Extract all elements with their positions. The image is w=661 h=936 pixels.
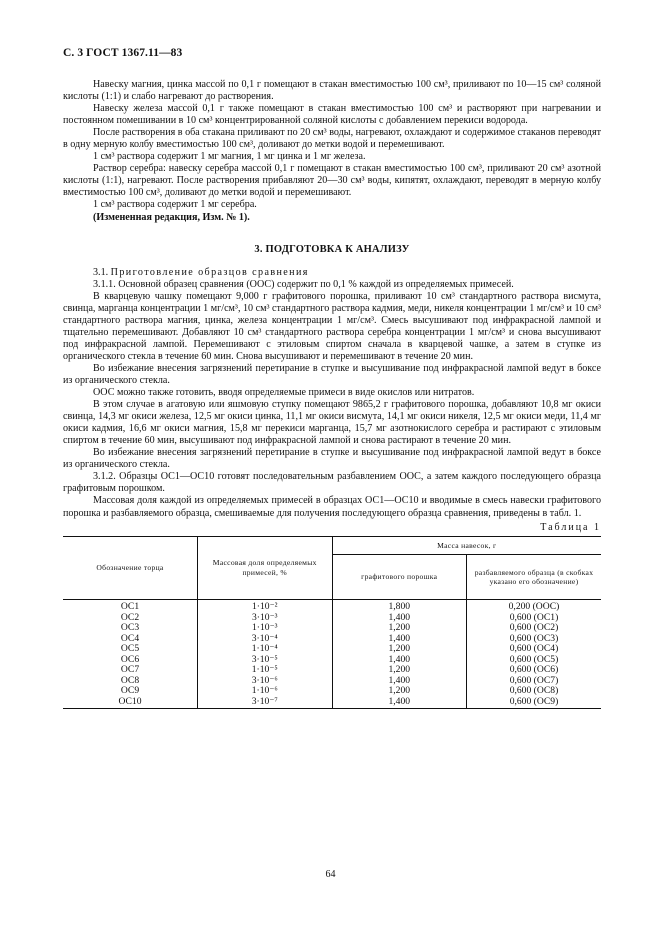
cell-designation: ОС8 bbox=[63, 676, 198, 687]
samples-table bbox=[63, 536, 601, 710]
paragraph: После растворения в оба стакана приливают по 20 см³ воды, нагревают, охлаждают и содержимое стаканов переводят в одну мерную колбу вместимостью 100 см³, доливают до метки водой и перемешивают. bbox=[63, 127, 601, 151]
cell-mass-fraction: 1·10⁻⁵ bbox=[198, 665, 333, 676]
table-caption: Таблица 1 bbox=[540, 521, 601, 533]
cell-designation: ОС2 bbox=[63, 613, 198, 624]
paragraph: Навеску железа массой 0,1 г также помещают в стакан вместимостью 100 см³ и растворяют при нагревании и постоянном помешивании в 10 см³ концентрированной соляной кислоты с добавлением перекиси водорода. bbox=[63, 103, 601, 127]
cell-sample-mass: 0,600 (ОС4) bbox=[509, 643, 559, 655]
subsection-number: 3.1. bbox=[93, 266, 109, 278]
cell-designation: ОС5 bbox=[63, 644, 198, 655]
paragraph: 1 см³ раствора содержит 1 мг магния, 1 мг цинка и 1 мг железа. bbox=[93, 151, 366, 163]
cell-mass-fraction: 3·10⁻⁴ bbox=[198, 634, 333, 645]
cell-designation: ОС7 bbox=[63, 665, 198, 676]
paragraph: Навеску магния, цинка массой по 0,1 г помещают в стакан вместимостью 100 см³, приливают по 10—15 см³ соляной кислоты (1:1) и слабо нагревают до растворения. bbox=[63, 79, 601, 103]
cell-graphite-mass: 1,400 bbox=[332, 613, 467, 624]
col-header-graphite: графитового порошка bbox=[332, 555, 467, 600]
cell-mass-fraction: 1·10⁻⁶ bbox=[198, 686, 333, 697]
subsection-title: Приготовление образцов сравнения bbox=[110, 266, 309, 278]
paragraph: Во избежание внесения загрязнений перетирание в ступке и высушивание под инфракрасной лампой ведут в боксе из органического стекла. bbox=[63, 362, 601, 386]
cell-designation: ОС9 bbox=[63, 686, 198, 697]
cell-sample-mass: 0,200 (ООС) bbox=[508, 601, 560, 613]
paragraph: ООС можно также готовить, вводя определяемые примеси в виде окислов или нитратов. bbox=[93, 387, 475, 399]
cell-mass-fraction: 1·10⁻² bbox=[198, 600, 333, 613]
cell-mass-fraction: 1·10⁻⁴ bbox=[198, 644, 333, 655]
cell-sample-mass: 0,600 (ОС7) bbox=[509, 674, 559, 686]
paragraph: Во избежание внесения загрязнений перетирание в ступке и высушивание под инфракрасной лампой ведут в боксе из органического стекла. bbox=[63, 447, 601, 471]
section-title: 3. ПОДГОТОВКА К АНАЛИЗУ bbox=[254, 243, 410, 255]
cell-sample-mass: 0,600 (ОС5) bbox=[509, 653, 559, 665]
paragraph: Раствор серебра: навеску серебра массой 0,1 г помещают в стакан вместимостью 100 см³, приливают 20 см³ азотной кислоты (1:1), нагревают. После растворения прибавляют 20—30 см³ воды, кипятят, охлаждают, переводят в мерную колбу вместимостью 100 см³, доливают до метки водой и перемешивают. bbox=[63, 163, 601, 199]
cell-sample-mass: 0,600 (ОС8) bbox=[509, 685, 559, 697]
table-row bbox=[63, 697, 601, 709]
cell-mass-fraction: 3·10⁻³ bbox=[198, 613, 333, 624]
cell-mass-fraction: 3·10⁻⁷ bbox=[198, 697, 333, 709]
top-paragraphs bbox=[63, 79, 601, 224]
paragraph: 3.1.1. Основной образец сравнения (ООС) содержит по 0,1 % каждой из определяемых примесей. bbox=[93, 278, 514, 290]
table-row bbox=[63, 600, 601, 613]
cell-graphite-mass: 1,400 bbox=[332, 676, 467, 687]
paragraph: Массовая доля каждой из определяемых примесей в образцах ОС1—ОС10 и вводимые в смесь навески графитового порошка и разбавляемого образца, смешиваемые для получения последующего образца сравнения, приведены в табл. 1. bbox=[63, 495, 601, 519]
cell-sample-mass: 0,600 (ОС1) bbox=[509, 611, 559, 623]
cell-graphite-mass: 1,200 bbox=[332, 644, 467, 655]
col-header-designation: Обозначение торца bbox=[63, 536, 198, 600]
document-page bbox=[63, 47, 601, 709]
cell-graphite-mass: 1,400 bbox=[332, 697, 467, 709]
cell-graphite-mass: 1,200 bbox=[332, 665, 467, 676]
cell-graphite-mass: 1,800 bbox=[332, 600, 467, 613]
table-row bbox=[63, 644, 601, 655]
cell-sample-mass: 0,600 (ОС6) bbox=[509, 664, 559, 676]
cell-graphite-mass: 1,400 bbox=[332, 655, 467, 666]
cell-sample-mass: 0,600 (ОС9) bbox=[509, 695, 559, 707]
cell-designation: ОС6 bbox=[63, 655, 198, 666]
cell-graphite-mass: 1,200 bbox=[332, 686, 467, 697]
cell-mass-fraction: 3·10⁻⁶ bbox=[198, 676, 333, 687]
cell-graphite-mass: 1,200 bbox=[332, 623, 467, 634]
cell-designation: ОС10 bbox=[63, 697, 198, 709]
cell-designation: ОС4 bbox=[63, 634, 198, 645]
paragraph: В этом случае в агатовую или яшмовую ступку помещают 9865,2 г графитового порошка, добавляют 10,8 мг окиси свинца, 14,3 мг окиси железа, 12,5 мг окиси цинка, 11,1 мг окиси висмута, 14,1 мг окиси никеля, 12,5 мг окиси меди, 11,4 мг окиси кадмия, 16,6 мг окиси магния, 15,8 мг перекиси марганца, 15,7 мг азотнокислого серебра и растирают с этиловым спиртом в течение 60 мин, высушивают под инфракрасной лампой и снова растирают в течение 20 мин. bbox=[63, 399, 601, 447]
page-number: 64 bbox=[325, 869, 336, 880]
paragraph: 1 см³ раствора содержит 1 мг серебра. bbox=[93, 199, 257, 211]
cell-sample-mass: 0,600 (ОС3) bbox=[509, 632, 559, 644]
table-row bbox=[63, 686, 601, 697]
page-header: С. 3 ГОСТ 1367.11—83 bbox=[63, 47, 183, 59]
col-header-mass-fraction: Массовая доля определяемых примесей, % bbox=[198, 536, 333, 600]
cell-sample-mass: 0,600 (ОС2) bbox=[509, 622, 559, 634]
table-row bbox=[63, 623, 601, 634]
revision-note: (Измененная редакция, Изм. № 1). bbox=[93, 211, 250, 223]
cell-mass-fraction: 1·10⁻³ bbox=[198, 623, 333, 634]
cell-graphite-mass: 1,400 bbox=[332, 634, 467, 645]
col-header-diluted-sample: разбавляемого образца (в скобках указано его обозначение) bbox=[467, 555, 602, 600]
table-row bbox=[63, 665, 601, 676]
subsection-heading bbox=[63, 267, 601, 279]
cell-designation: ОС1 bbox=[63, 600, 198, 613]
cell-designation: ОС3 bbox=[63, 623, 198, 634]
section-paragraphs bbox=[63, 279, 601, 520]
paragraph: В кварцевую чашку помещают 9,000 г графитового порошка, приливают 10 см³ стандартного раствора висмута, свинца, марганца концентрации 1 мг/см³, 10 см³ стандартного раствора кадмия, меди, никеля концентрации 1 мг/см³ и 10 см³ стандартного раствора магния, цинка, железа концентрации 1 мг/см³. Смесь высушивают под инфракрасной лампой и тщательно перемешивают. Добавляют 10 см³ стандартного раствора серебра концентрации 1 мг/см³ и снова высушивают под инфракрасной лампой. Перемешивают с этиловым спиртом сначала в кварцевой чашке, а затем в ступке из органического стекла в течение 60 мин. Снова высушивают и перемешивают в течение 20 мин. bbox=[63, 290, 601, 362]
cell-mass-fraction: 3·10⁻⁵ bbox=[198, 655, 333, 666]
paragraph: 3.1.2. Образцы ОС1—ОС10 готовят последовательным разбавлением ООС, а затем каждого последующего образца графитовым порошком. bbox=[63, 471, 601, 495]
col-group-header-masses: Масса навесок, г bbox=[332, 536, 601, 555]
